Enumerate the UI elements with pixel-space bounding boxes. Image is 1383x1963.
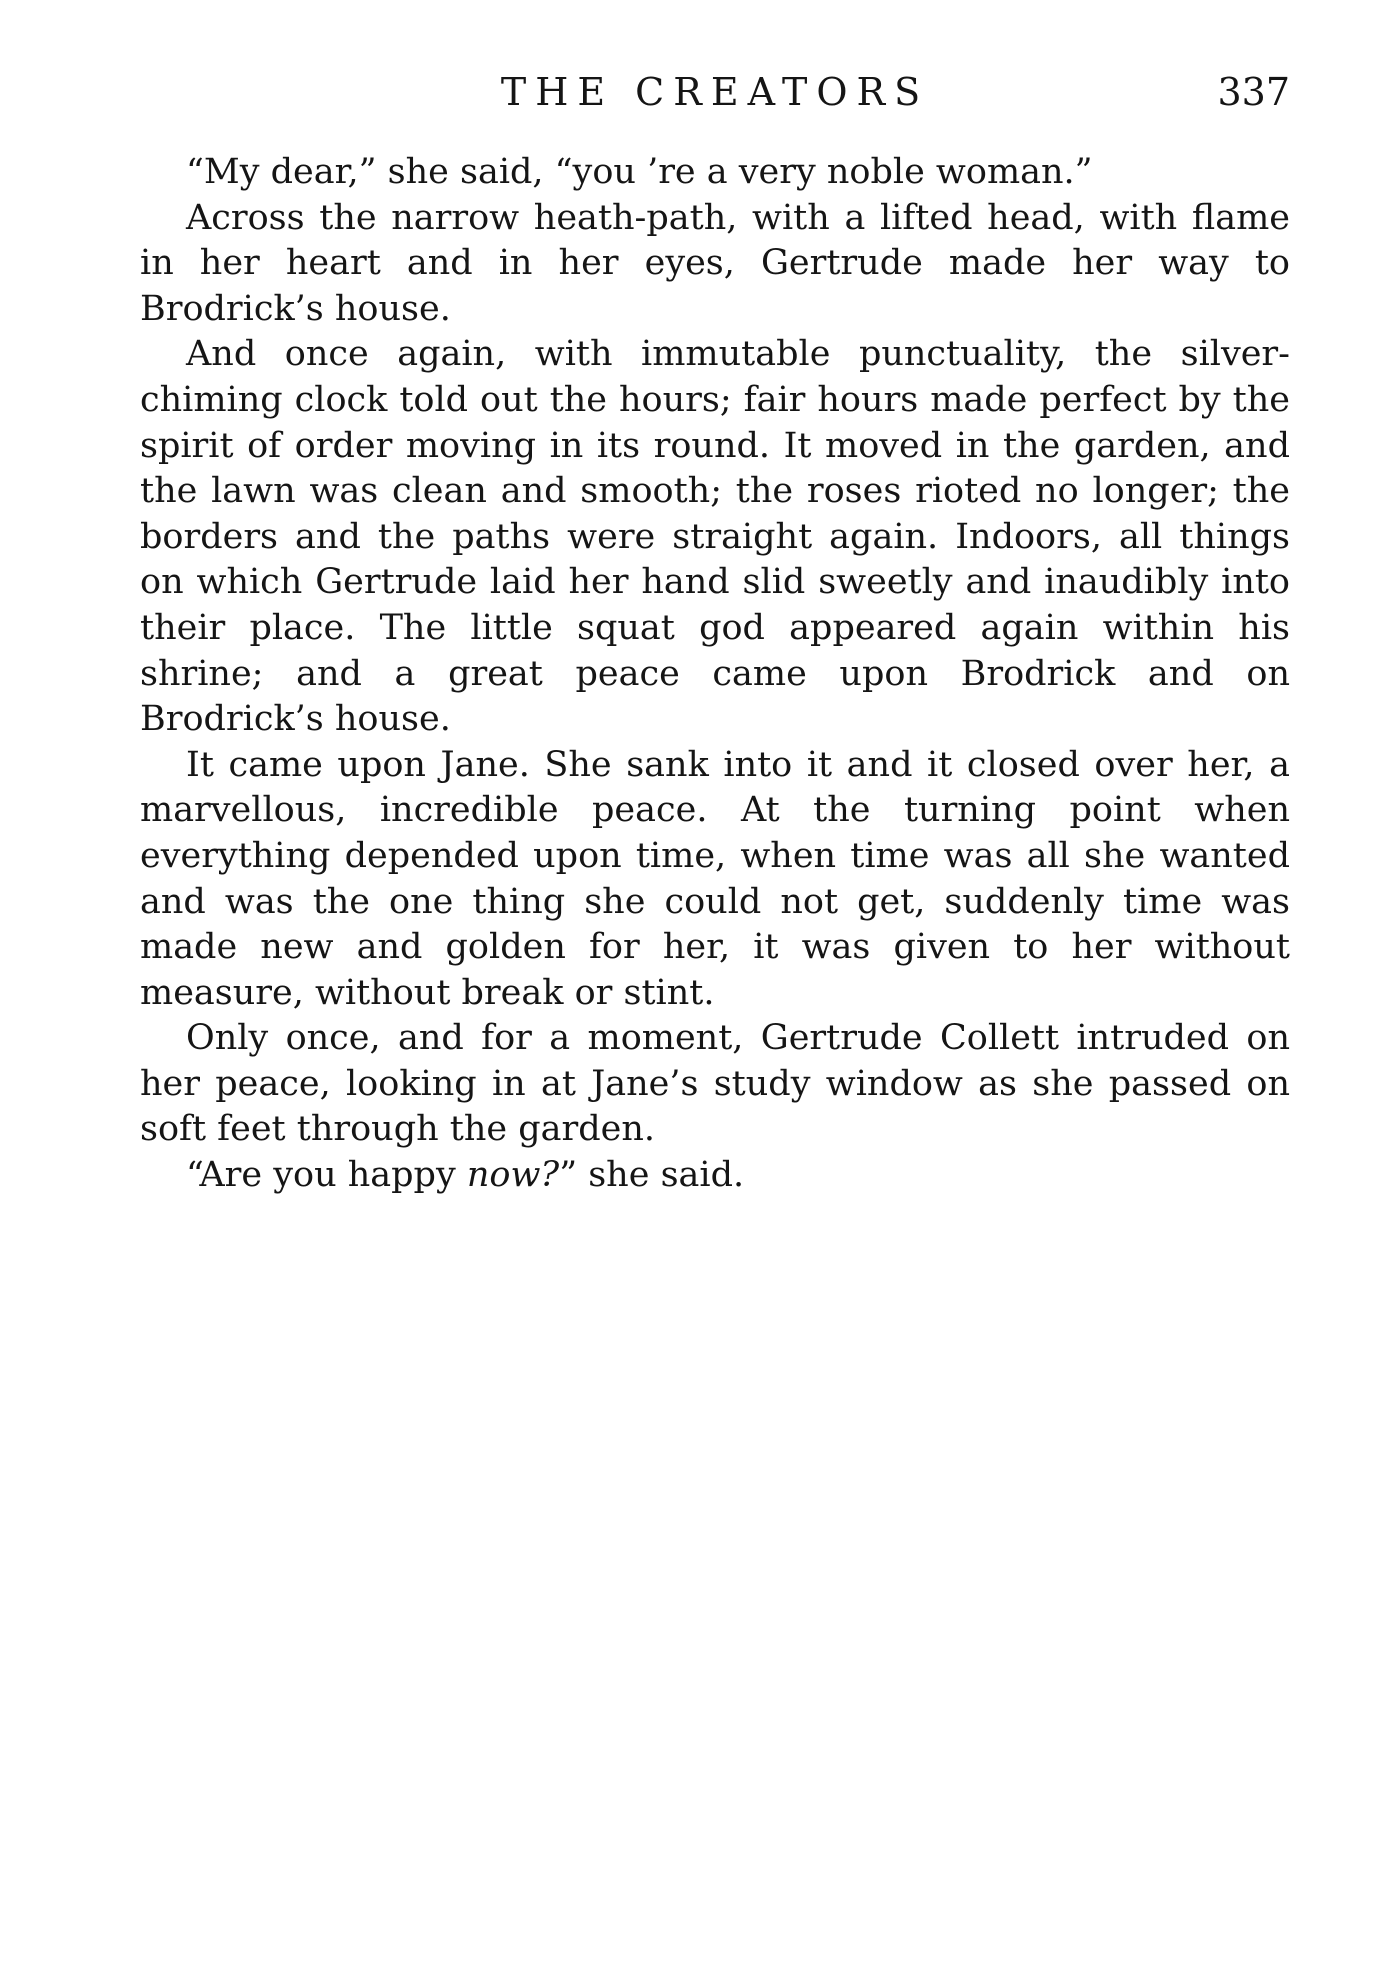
paragraph-6-end: ” she said. <box>559 1155 745 1196</box>
paragraph-3: And once again, with immutable punctuality, the silver-chiming clock told out the hours; fair hours made perfect by the spirit of order moving in its round. It moved in the garden, and the lawn was clean and smooth; the roses rioted no longer; the borders and the paths were straight again. Indoors, all things on which Gertrude laid her hand slid sweetly and inaudibly into their place. The little squat god appeared again within his shrine; and a great peace came upon Brodrick and on Brodrick’s house. <box>140 334 1290 740</box>
page-header <box>140 62 1290 122</box>
paragraph-5: Only once, and for a moment, Gertrude Collett intruded on her peace, looking in at Jane’s study window as she passed on soft feet through the garden. <box>140 1018 1290 1150</box>
running-title: THE CREATORS <box>500 70 930 114</box>
paragraph-4: It came upon Jane. She sank into it and it closed over her, a marvellous, incredible peace. At the turning point when everything depended upon time, when time was all she wanted and was the one thing she could not get, suddenly time was made new and golden for her, it was given to her without measure, without break or stint. <box>140 744 1290 1013</box>
page-number: 337 <box>1217 70 1290 114</box>
paragraph-2: Across the narrow heath-path, with a lifted head, with flame in her heart and in her eyes, Gertrude made her way to Brodrick’s house. <box>140 197 1290 329</box>
paragraph-6 <box>140 1153 1290 1199</box>
paragraph-1: “My dear,” she said, “you ’re a very noble woman.” <box>186 152 1093 192</box>
paragraph-6-start: “Are you happy <box>186 1155 467 1196</box>
paragraph-6-emphasis: now? <box>466 1155 560 1196</box>
body-text <box>140 150 1290 1199</box>
